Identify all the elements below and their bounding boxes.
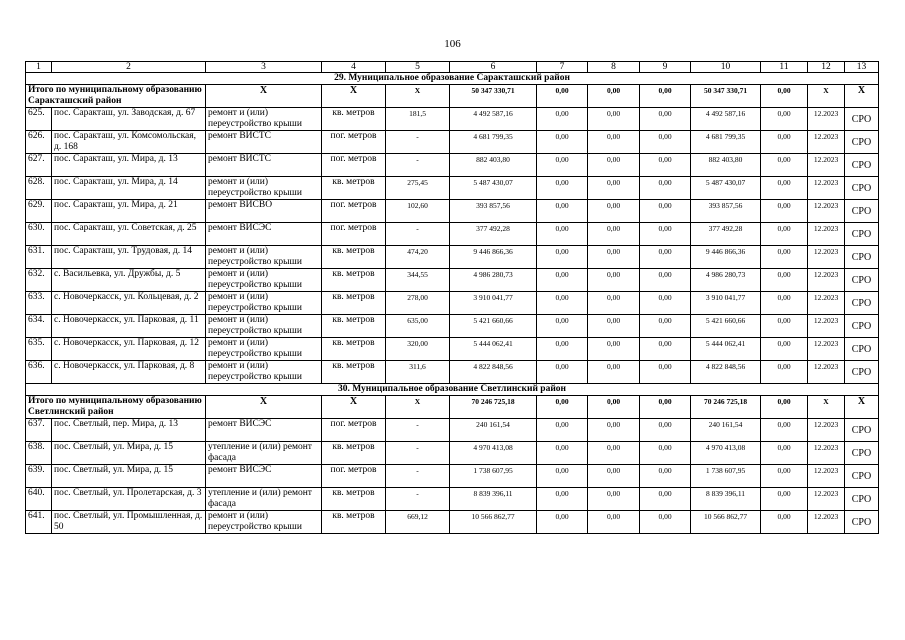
work-type-cell: ремонт и (или) переустройство крыши [206, 315, 322, 338]
unit-cell: пог. метров [322, 131, 386, 154]
section-title: 30. Муниципальное образование Светлинский район [26, 384, 879, 396]
unit-cell: пог. метров [322, 223, 386, 246]
deadline-cell: 12.2023 [808, 200, 845, 223]
other-cell: 0,00 [761, 108, 808, 131]
fund-cell: 0,00 [537, 315, 588, 338]
unit-cell: кв. метров [322, 511, 386, 534]
area-cell: 275,45 [386, 177, 450, 200]
total-c13: X [845, 85, 879, 108]
budget-cell: 0,00 [588, 177, 640, 200]
local-budget-cell: 0,00 [640, 131, 691, 154]
address-cell: с. Новочеркасск, ул. Парковая, д. 12 [52, 338, 206, 361]
unit-cell: кв. метров [322, 246, 386, 269]
table-row [26, 511, 879, 534]
column-header-12: 12 [808, 62, 845, 73]
other-cell: 0,00 [761, 223, 808, 246]
fund-cell: 0,00 [537, 465, 588, 488]
column-header-8: 8 [588, 62, 640, 73]
other-cell: 0,00 [761, 131, 808, 154]
row-number: 629. [26, 200, 52, 223]
other-cell: 0,00 [761, 292, 808, 315]
area-cell: 344,55 [386, 269, 450, 292]
address-cell: пос. Светлый, ул. Мира, д. 15 [52, 465, 206, 488]
row-number: 636. [26, 361, 52, 384]
total-c12: X [808, 85, 845, 108]
total-cost-cell: 5 487 430,07 [450, 177, 537, 200]
work-type-cell: ремонт и (или) переустройство крыши [206, 292, 322, 315]
fund-cell: 0,00 [537, 200, 588, 223]
other-cell: 0,00 [761, 442, 808, 465]
fund-cell: 0,00 [537, 269, 588, 292]
address-cell: пос. Саракташ, ул. Мира, д. 21 [52, 200, 206, 223]
area-cell: 311,6 [386, 361, 450, 384]
table-row [26, 154, 879, 177]
budget-cell: 0,00 [588, 511, 640, 534]
owners-funds-cell: 8 839 396,11 [691, 488, 761, 511]
work-type-cell: ремонт ВИСЭС [206, 223, 322, 246]
work-type-cell: ремонт и (или) переустройство крыши [206, 108, 322, 131]
work-type-cell: утепление и (или) ремонт фасада [206, 488, 322, 511]
method-cell: СРО [845, 200, 879, 223]
total-c3: X [206, 396, 322, 419]
total-c9: 0,00 [640, 85, 691, 108]
budget-cell: 0,00 [588, 465, 640, 488]
column-header-3: 3 [206, 62, 322, 73]
owners-funds-cell: 377 492,28 [691, 223, 761, 246]
total-c12: X [808, 396, 845, 419]
total-c10: 70 246 725,18 [691, 396, 761, 419]
address-cell: пос. Саракташ, ул. Мира, д. 14 [52, 177, 206, 200]
deadline-cell: 12.2023 [808, 488, 845, 511]
fund-cell: 0,00 [537, 177, 588, 200]
total-cost-cell: 4 986 280,73 [450, 269, 537, 292]
unit-cell: кв. метров [322, 177, 386, 200]
column-header-2: 2 [52, 62, 206, 73]
local-budget-cell: 0,00 [640, 511, 691, 534]
table-body [26, 73, 879, 534]
total-c6: 50 347 330,71 [450, 85, 537, 108]
deadline-cell: 12.2023 [808, 361, 845, 384]
work-type-cell: ремонт и (или) переустройство крыши [206, 361, 322, 384]
address-cell: с. Васильевка, ул. Дружбы, д. 5 [52, 269, 206, 292]
owners-funds-cell: 5 487 430,07 [691, 177, 761, 200]
method-cell: СРО [845, 246, 879, 269]
section-title: 29. Муниципальное образование Саракташский район [26, 73, 879, 85]
table-row [26, 177, 879, 200]
row-number: 639. [26, 465, 52, 488]
row-number: 638. [26, 442, 52, 465]
section-total-row [26, 396, 879, 419]
area-cell: 669,12 [386, 511, 450, 534]
owners-funds-cell: 1 738 607,95 [691, 465, 761, 488]
deadline-cell: 12.2023 [808, 419, 845, 442]
budget-cell: 0,00 [588, 223, 640, 246]
deadline-cell: 12.2023 [808, 269, 845, 292]
budget-cell: 0,00 [588, 131, 640, 154]
owners-funds-cell: 4 970 413,08 [691, 442, 761, 465]
local-budget-cell: 0,00 [640, 177, 691, 200]
method-cell: СРО [845, 361, 879, 384]
owners-funds-cell: 882 403,80 [691, 154, 761, 177]
section-header [26, 384, 879, 396]
budget-cell: 0,00 [588, 154, 640, 177]
row-number: 633. [26, 292, 52, 315]
column-header-10: 10 [691, 62, 761, 73]
deadline-cell: 12.2023 [808, 177, 845, 200]
table-row [26, 465, 879, 488]
deadline-cell: 12.2023 [808, 223, 845, 246]
table-row [26, 292, 879, 315]
page-number: 106 [444, 38, 461, 50]
address-cell: пос. Саракташ, ул. Заводская, д. 67 [52, 108, 206, 131]
row-number: 632. [26, 269, 52, 292]
row-number: 626. [26, 131, 52, 154]
column-header-11: 11 [761, 62, 808, 73]
owners-funds-cell: 4 822 848,56 [691, 361, 761, 384]
local-budget-cell: 0,00 [640, 465, 691, 488]
work-type-cell: ремонт и (или) переустройство крыши [206, 177, 322, 200]
total-c4: X [322, 85, 386, 108]
budget-cell: 0,00 [588, 338, 640, 361]
total-cost-cell: 10 566 862,77 [450, 511, 537, 534]
other-cell: 0,00 [761, 465, 808, 488]
column-header-13: 13 [845, 62, 879, 73]
other-cell: 0,00 [761, 315, 808, 338]
column-header-4: 4 [322, 62, 386, 73]
address-cell: пос. Саракташ, ул. Советская, д. 25 [52, 223, 206, 246]
address-cell: с. Новочеркасск, ул. Парковая, д. 8 [52, 361, 206, 384]
deadline-cell: 12.2023 [808, 338, 845, 361]
total-cost-cell: 1 738 607,95 [450, 465, 537, 488]
column-number-header [26, 62, 879, 73]
method-cell: СРО [845, 269, 879, 292]
unit-cell: кв. метров [322, 361, 386, 384]
owners-funds-cell: 4 681 799,35 [691, 131, 761, 154]
address-cell: пос. Светлый, ул. Мира, д. 15 [52, 442, 206, 465]
owners-funds-cell: 5 421 660,66 [691, 315, 761, 338]
other-cell: 0,00 [761, 246, 808, 269]
address-cell: пос. Светлый, ул. Пролетарская, д. 3 [52, 488, 206, 511]
area-cell: - [386, 488, 450, 511]
other-cell: 0,00 [761, 269, 808, 292]
area-cell: 320,00 [386, 338, 450, 361]
other-cell: 0,00 [761, 488, 808, 511]
table-row [26, 131, 879, 154]
fund-cell: 0,00 [537, 154, 588, 177]
total-c3: X [206, 85, 322, 108]
column-header-6: 6 [450, 62, 537, 73]
unit-cell: кв. метров [322, 488, 386, 511]
total-cost-cell: 240 161,54 [450, 419, 537, 442]
budget-cell: 0,00 [588, 200, 640, 223]
work-type-cell: ремонт и (или) переустройство крыши [206, 246, 322, 269]
area-cell: 474,20 [386, 246, 450, 269]
total-cost-cell: 5 444 062,41 [450, 338, 537, 361]
total-c11: 0,00 [761, 396, 808, 419]
budget-cell: 0,00 [588, 246, 640, 269]
row-number: 641. [26, 511, 52, 534]
local-budget-cell: 0,00 [640, 246, 691, 269]
area-cell: - [386, 131, 450, 154]
fund-cell: 0,00 [537, 511, 588, 534]
owners-funds-cell: 10 566 862,77 [691, 511, 761, 534]
unit-cell: пог. метров [322, 419, 386, 442]
section-header [26, 73, 879, 85]
budget-cell: 0,00 [588, 315, 640, 338]
row-number: 640. [26, 488, 52, 511]
local-budget-cell: 0,00 [640, 108, 691, 131]
total-cost-cell: 5 421 660,66 [450, 315, 537, 338]
total-c7: 0,00 [537, 396, 588, 419]
local-budget-cell: 0,00 [640, 488, 691, 511]
total-cost-cell: 4 492 587,16 [450, 108, 537, 131]
owners-funds-cell: 4 492 587,16 [691, 108, 761, 131]
deadline-cell: 12.2023 [808, 511, 845, 534]
column-header-1: 1 [26, 62, 52, 73]
owners-funds-cell: 3 910 041,77 [691, 292, 761, 315]
total-cost-cell: 393 857,56 [450, 200, 537, 223]
local-budget-cell: 0,00 [640, 292, 691, 315]
table-row [26, 269, 879, 292]
method-cell: СРО [845, 511, 879, 534]
total-c11: 0,00 [761, 85, 808, 108]
unit-cell: пог. метров [322, 200, 386, 223]
address-cell: пос. Саракташ, ул. Трудовая, д. 14 [52, 246, 206, 269]
address-cell: с. Новочеркасск, ул. Кольцевая, д. 2 [52, 292, 206, 315]
budget-cell: 0,00 [588, 442, 640, 465]
owners-funds-cell: 5 444 062,41 [691, 338, 761, 361]
row-number: 631. [26, 246, 52, 269]
total-cost-cell: 4 970 413,08 [450, 442, 537, 465]
total-c4: X [322, 396, 386, 419]
other-cell: 0,00 [761, 200, 808, 223]
row-number: 634. [26, 315, 52, 338]
address-cell: пос. Саракташ, ул. Мира, д. 13 [52, 154, 206, 177]
budget-cell: 0,00 [588, 292, 640, 315]
column-header-7: 7 [537, 62, 588, 73]
deadline-cell: 12.2023 [808, 465, 845, 488]
deadline-cell: 12.2023 [808, 131, 845, 154]
area-cell: - [386, 223, 450, 246]
total-c5: X [386, 396, 450, 419]
method-cell: СРО [845, 177, 879, 200]
column-header-5: 5 [386, 62, 450, 73]
table-row [26, 315, 879, 338]
address-cell: с. Новочеркасск, ул. Парковая, д. 11 [52, 315, 206, 338]
method-cell: СРО [845, 108, 879, 131]
total-c8: 0,00 [588, 85, 640, 108]
unit-cell: пог. метров [322, 465, 386, 488]
local-budget-cell: 0,00 [640, 269, 691, 292]
unit-cell: кв. метров [322, 292, 386, 315]
row-number: 628. [26, 177, 52, 200]
method-cell: СРО [845, 419, 879, 442]
total-cost-cell: 4 822 848,56 [450, 361, 537, 384]
method-cell: СРО [845, 223, 879, 246]
table-row [26, 442, 879, 465]
budget-cell: 0,00 [588, 419, 640, 442]
other-cell: 0,00 [761, 361, 808, 384]
area-cell: - [386, 442, 450, 465]
table-row [26, 419, 879, 442]
fund-cell: 0,00 [537, 361, 588, 384]
fund-cell: 0,00 [537, 419, 588, 442]
work-type-cell: ремонт ВИСВО [206, 200, 322, 223]
local-budget-cell: 0,00 [640, 442, 691, 465]
area-cell: 102,60 [386, 200, 450, 223]
fund-cell: 0,00 [537, 246, 588, 269]
total-cost-cell: 377 492,28 [450, 223, 537, 246]
table-row [26, 361, 879, 384]
work-type-cell: утепление и (или) ремонт фасада [206, 442, 322, 465]
table-row [26, 223, 879, 246]
owners-funds-cell: 240 161,54 [691, 419, 761, 442]
deadline-cell: 12.2023 [808, 108, 845, 131]
local-budget-cell: 0,00 [640, 419, 691, 442]
work-type-cell: ремонт ВИСТС [206, 131, 322, 154]
fund-cell: 0,00 [537, 488, 588, 511]
budget-cell: 0,00 [588, 361, 640, 384]
total-c6: 70 246 725,18 [450, 396, 537, 419]
local-budget-cell: 0,00 [640, 315, 691, 338]
fund-cell: 0,00 [537, 131, 588, 154]
method-cell: СРО [845, 465, 879, 488]
fund-cell: 0,00 [537, 108, 588, 131]
deadline-cell: 12.2023 [808, 442, 845, 465]
total-label: Итого по муниципальному образованию Саракташский район [26, 85, 206, 108]
fund-cell: 0,00 [537, 223, 588, 246]
work-type-cell: ремонт ВИСЭС [206, 465, 322, 488]
method-cell: СРО [845, 442, 879, 465]
unit-cell: пог. метров [322, 154, 386, 177]
local-budget-cell: 0,00 [640, 200, 691, 223]
table-row [26, 200, 879, 223]
total-cost-cell: 8 839 396,11 [450, 488, 537, 511]
row-number: 627. [26, 154, 52, 177]
address-cell: пос. Саракташ, ул. Комсомольская, д. 168 [52, 131, 206, 154]
area-cell: - [386, 465, 450, 488]
total-cost-cell: 3 910 041,77 [450, 292, 537, 315]
budget-cell: 0,00 [588, 488, 640, 511]
unit-cell: кв. метров [322, 108, 386, 131]
area-cell: 181,5 [386, 108, 450, 131]
table-row [26, 246, 879, 269]
deadline-cell: 12.2023 [808, 292, 845, 315]
row-number: 637. [26, 419, 52, 442]
method-cell: СРО [845, 488, 879, 511]
other-cell: 0,00 [761, 511, 808, 534]
total-c13: X [845, 396, 879, 419]
total-c5: X [386, 85, 450, 108]
budget-cell: 0,00 [588, 269, 640, 292]
deadline-cell: 12.2023 [808, 154, 845, 177]
local-budget-cell: 0,00 [640, 338, 691, 361]
area-cell: - [386, 154, 450, 177]
fund-cell: 0,00 [537, 442, 588, 465]
section-total-row [26, 85, 879, 108]
total-cost-cell: 882 403,80 [450, 154, 537, 177]
total-cost-cell: 9 446 866,36 [450, 246, 537, 269]
owners-funds-cell: 9 446 866,36 [691, 246, 761, 269]
address-cell: пос. Светлый, пер. Мира, д. 13 [52, 419, 206, 442]
unit-cell: кв. метров [322, 315, 386, 338]
owners-funds-cell: 4 986 280,73 [691, 269, 761, 292]
address-cell: пос. Светлый, ул. Промышленная, д. 50 [52, 511, 206, 534]
total-c7: 0,00 [537, 85, 588, 108]
unit-cell: кв. метров [322, 442, 386, 465]
other-cell: 0,00 [761, 154, 808, 177]
total-cost-cell: 4 681 799,35 [450, 131, 537, 154]
total-c9: 0,00 [640, 396, 691, 419]
row-number: 635. [26, 338, 52, 361]
area-cell: - [386, 419, 450, 442]
method-cell: СРО [845, 154, 879, 177]
work-type-cell: ремонт и (или) переустройство крыши [206, 269, 322, 292]
table-row [26, 338, 879, 361]
fund-cell: 0,00 [537, 292, 588, 315]
budget-cell: 0,00 [588, 108, 640, 131]
table-row [26, 488, 879, 511]
deadline-cell: 12.2023 [808, 246, 845, 269]
deadline-cell: 12.2023 [808, 315, 845, 338]
area-cell: 278,00 [386, 292, 450, 315]
work-type-cell: ремонт и (или) переустройство крыши [206, 338, 322, 361]
unit-cell: кв. метров [322, 338, 386, 361]
method-cell: СРО [845, 131, 879, 154]
work-type-cell: ремонт и (или) переустройство крыши [206, 511, 322, 534]
other-cell: 0,00 [761, 419, 808, 442]
fund-cell: 0,00 [537, 338, 588, 361]
total-c10: 50 347 330,71 [691, 85, 761, 108]
row-number: 625. [26, 108, 52, 131]
method-cell: СРО [845, 315, 879, 338]
total-label: Итого по муниципальному образованию Светлинский район [26, 396, 206, 419]
local-budget-cell: 0,00 [640, 361, 691, 384]
unit-cell: кв. метров [322, 269, 386, 292]
method-cell: СРО [845, 338, 879, 361]
total-c8: 0,00 [588, 396, 640, 419]
work-type-cell: ремонт ВИСЭС [206, 419, 322, 442]
area-cell: 635,00 [386, 315, 450, 338]
local-budget-cell: 0,00 [640, 223, 691, 246]
other-cell: 0,00 [761, 177, 808, 200]
other-cell: 0,00 [761, 338, 808, 361]
local-budget-cell: 0,00 [640, 154, 691, 177]
row-number: 630. [26, 223, 52, 246]
work-type-cell: ремонт ВИСТС [206, 154, 322, 177]
column-header-9: 9 [640, 62, 691, 73]
register-table [25, 61, 879, 534]
method-cell: СРО [845, 292, 879, 315]
table-row [26, 108, 879, 131]
owners-funds-cell: 393 857,56 [691, 200, 761, 223]
